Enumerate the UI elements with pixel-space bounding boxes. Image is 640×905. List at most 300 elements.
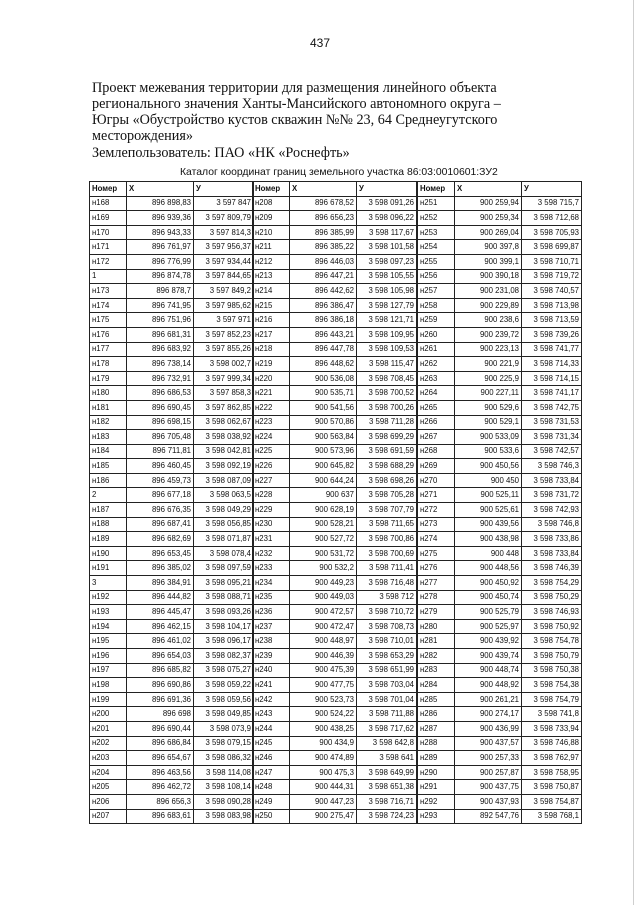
coord-x: 900 474,89 bbox=[290, 751, 357, 766]
table-row bbox=[90, 794, 254, 809]
coord-x: 900 450,74 bbox=[455, 590, 522, 605]
coord-x: 896 682,69 bbox=[127, 532, 194, 547]
point-number: н172 bbox=[90, 254, 127, 269]
table-row bbox=[253, 532, 417, 547]
point-number: н248 bbox=[253, 780, 290, 795]
coord-x: 896 741,95 bbox=[127, 298, 194, 313]
point-number: н201 bbox=[90, 721, 127, 736]
point-number: 3 bbox=[90, 576, 127, 591]
table-row bbox=[90, 254, 254, 269]
table-row bbox=[253, 225, 417, 240]
point-number: н257 bbox=[418, 284, 455, 299]
point-number: н278 bbox=[418, 590, 455, 605]
coord-x: 900 239,72 bbox=[455, 327, 522, 342]
point-number: н170 bbox=[90, 225, 127, 240]
point-number: н245 bbox=[253, 736, 290, 751]
table-row bbox=[90, 269, 254, 284]
point-number: н182 bbox=[90, 415, 127, 430]
coord-x: 896 690,45 bbox=[127, 400, 194, 415]
point-number: н232 bbox=[253, 546, 290, 561]
coord-x: 900 628,19 bbox=[290, 503, 357, 518]
coord-y: 3 598 095,21 bbox=[194, 576, 254, 591]
table-row bbox=[418, 663, 582, 678]
coord-x: 900 448,97 bbox=[290, 634, 357, 649]
table-row bbox=[418, 400, 582, 415]
table-row bbox=[253, 619, 417, 634]
point-number: н235 bbox=[253, 590, 290, 605]
table-row bbox=[90, 692, 254, 707]
coord-y: 3 598 038,92 bbox=[194, 430, 254, 445]
coord-y: 3 598 758,95 bbox=[522, 765, 582, 780]
coord-y: 3 598 705,28 bbox=[357, 488, 417, 503]
coord-x: 896 448,62 bbox=[290, 357, 357, 372]
table-row bbox=[253, 298, 417, 313]
table-row bbox=[418, 357, 582, 372]
coord-y: 3 597 999,34 bbox=[194, 371, 254, 386]
coord-y: 3 598 742,93 bbox=[522, 503, 582, 518]
point-number: н254 bbox=[418, 240, 455, 255]
coord-x: 900 238,6 bbox=[455, 313, 522, 328]
coord-y: 3 598 079,15 bbox=[194, 736, 254, 751]
table-row bbox=[418, 196, 582, 211]
point-number: н244 bbox=[253, 721, 290, 736]
coord-y: 3 598 092,19 bbox=[194, 459, 254, 474]
point-number: н216 bbox=[253, 313, 290, 328]
coord-y: 3 598 114,08 bbox=[194, 765, 254, 780]
coord-y: 3 598 651,99 bbox=[357, 663, 417, 678]
table-row bbox=[418, 503, 582, 518]
coord-x: 900 525,79 bbox=[455, 605, 522, 620]
table-row bbox=[418, 634, 582, 649]
point-number: н227 bbox=[253, 473, 290, 488]
coord-y: 3 598 088,71 bbox=[194, 590, 254, 605]
title-line: Проект межевания территории для размещения линейного объекта bbox=[92, 80, 497, 96]
coord-y: 3 598 127,79 bbox=[357, 298, 417, 313]
point-number: н203 bbox=[90, 751, 127, 766]
table-row bbox=[90, 649, 254, 664]
catalog-title: Каталог координат границ земельного участка 86:03:0010601:ЗУ2 bbox=[180, 167, 498, 178]
point-number: н271 bbox=[418, 488, 455, 503]
point-number: н198 bbox=[90, 678, 127, 693]
coord-x: 900 269,04 bbox=[455, 225, 522, 240]
table-row bbox=[90, 386, 254, 401]
point-number: н256 bbox=[418, 269, 455, 284]
coord-x: 900 472,57 bbox=[290, 605, 357, 620]
coord-y: 3 598 097,59 bbox=[194, 561, 254, 576]
title-line: месторождения» bbox=[92, 128, 193, 144]
coord-y: 3 598 733,84 bbox=[522, 546, 582, 561]
table-row bbox=[90, 532, 254, 547]
coord-y: 3 598 754,38 bbox=[522, 678, 582, 693]
point-number: н286 bbox=[418, 707, 455, 722]
table-header-row bbox=[253, 182, 417, 197]
coord-y: 3 598 746,3 bbox=[522, 459, 582, 474]
point-number: н215 bbox=[253, 298, 290, 313]
coord-y: 3 597 956,37 bbox=[194, 240, 254, 255]
coord-x: 896 691,36 bbox=[127, 692, 194, 707]
table-row bbox=[418, 780, 582, 795]
coord-y: 3 598 750,87 bbox=[522, 780, 582, 795]
point-number: н187 bbox=[90, 503, 127, 518]
coord-y: 3 598 711,88 bbox=[357, 707, 417, 722]
coord-y: 3 598 691,59 bbox=[357, 444, 417, 459]
table-row bbox=[418, 430, 582, 445]
coord-x: 896 874,78 bbox=[127, 269, 194, 284]
table-row bbox=[253, 721, 417, 736]
coord-x: 896 447,21 bbox=[290, 269, 357, 284]
table-row bbox=[418, 692, 582, 707]
coord-y: 3 598 716,48 bbox=[357, 576, 417, 591]
coord-y: 3 598 698,26 bbox=[357, 473, 417, 488]
coord-x: 900 528,21 bbox=[290, 517, 357, 532]
table-header-row bbox=[90, 182, 254, 197]
point-number: н212 bbox=[253, 254, 290, 269]
coord-y: 3 598 750,29 bbox=[522, 590, 582, 605]
table-row bbox=[418, 225, 582, 240]
table-row bbox=[90, 780, 254, 795]
table-row bbox=[253, 284, 417, 299]
header-x: X bbox=[290, 182, 357, 197]
coord-y: 3 598 710,72 bbox=[357, 605, 417, 620]
coord-x: 900 439,92 bbox=[455, 634, 522, 649]
coord-y: 3 598 716,71 bbox=[357, 794, 417, 809]
table-row bbox=[90, 546, 254, 561]
coord-x: 896 698 bbox=[127, 707, 194, 722]
table-row bbox=[418, 342, 582, 357]
coord-x: 896 654,03 bbox=[127, 649, 194, 664]
table-row bbox=[90, 809, 254, 824]
point-number: н251 bbox=[418, 196, 455, 211]
coord-y: 3 598 078,4 bbox=[194, 546, 254, 561]
table-row bbox=[418, 678, 582, 693]
coord-y: 3 598 768,1 bbox=[522, 809, 582, 824]
table-row bbox=[418, 254, 582, 269]
coord-x: 896 698,15 bbox=[127, 415, 194, 430]
point-number: н192 bbox=[90, 590, 127, 605]
point-number: н169 bbox=[90, 211, 127, 226]
coord-y: 3 598 750,79 bbox=[522, 649, 582, 664]
coord-x: 896 384,91 bbox=[127, 576, 194, 591]
coord-y: 3 598 739,26 bbox=[522, 327, 582, 342]
coord-x: 900 563,84 bbox=[290, 430, 357, 445]
table-row bbox=[418, 444, 582, 459]
coord-y: 3 598 082,37 bbox=[194, 649, 254, 664]
coord-y: 3 598 733,84 bbox=[522, 473, 582, 488]
point-number: н190 bbox=[90, 546, 127, 561]
point-number: н291 bbox=[418, 780, 455, 795]
coord-x: 900 527,72 bbox=[290, 532, 357, 547]
coord-x: 896 444,82 bbox=[127, 590, 194, 605]
point-number: н177 bbox=[90, 342, 127, 357]
coord-x: 900 523,73 bbox=[290, 692, 357, 707]
point-number: н200 bbox=[90, 707, 127, 722]
coord-x: 900 390,18 bbox=[455, 269, 522, 284]
coord-y: 3 598 700,52 bbox=[357, 386, 417, 401]
coord-y: 3 598 109,95 bbox=[357, 327, 417, 342]
coord-x: 896 460,45 bbox=[127, 459, 194, 474]
table-row bbox=[253, 342, 417, 357]
title-line: Югры «Обустройство кустов скважин №№ 23, 64 Среднеугутского bbox=[92, 112, 498, 128]
table-row bbox=[90, 678, 254, 693]
table-row bbox=[90, 313, 254, 328]
table-row bbox=[418, 649, 582, 664]
table-row bbox=[90, 298, 254, 313]
coord-y: 3 598 731,72 bbox=[522, 488, 582, 503]
table-row bbox=[253, 488, 417, 503]
coord-y: 3 598 104,17 bbox=[194, 619, 254, 634]
point-number: н184 bbox=[90, 444, 127, 459]
point-number: н261 bbox=[418, 342, 455, 357]
coord-x: 900 257,87 bbox=[455, 765, 522, 780]
coord-x: 900 399,1 bbox=[455, 254, 522, 269]
coord-x: 900 437,75 bbox=[455, 780, 522, 795]
point-number: н221 bbox=[253, 386, 290, 401]
coord-y: 3 598 075,27 bbox=[194, 663, 254, 678]
coord-y: 3 598 115,47 bbox=[357, 357, 417, 372]
point-number: н179 bbox=[90, 371, 127, 386]
coord-x: 900 532,2 bbox=[290, 561, 357, 576]
coord-x: 900 531,72 bbox=[290, 546, 357, 561]
coord-y: 3 598 733,94 bbox=[522, 721, 582, 736]
coord-x: 896 386,18 bbox=[290, 313, 357, 328]
coord-x: 900 437,57 bbox=[455, 736, 522, 751]
point-number: н183 bbox=[90, 430, 127, 445]
point-number: н211 bbox=[253, 240, 290, 255]
coord-x: 896 939,36 bbox=[127, 211, 194, 226]
coord-y: 3 598 653,29 bbox=[357, 649, 417, 664]
coord-y: 3 598 742,57 bbox=[522, 444, 582, 459]
coord-y: 3 598 063,5 bbox=[194, 488, 254, 503]
coord-x: 900 275,47 bbox=[290, 809, 357, 824]
coord-x: 900 525,97 bbox=[455, 619, 522, 634]
coord-y: 3 598 754,29 bbox=[522, 576, 582, 591]
table-row bbox=[90, 400, 254, 415]
point-number: н259 bbox=[418, 313, 455, 328]
table-row bbox=[418, 488, 582, 503]
coord-y: 3 597 985,62 bbox=[194, 298, 254, 313]
point-number: н202 bbox=[90, 736, 127, 751]
coord-y: 3 598 742,75 bbox=[522, 400, 582, 415]
coord-x: 900 449,23 bbox=[290, 576, 357, 591]
table-row bbox=[418, 313, 582, 328]
point-number: н255 bbox=[418, 254, 455, 269]
coord-y: 3 598 712,68 bbox=[522, 211, 582, 226]
coord-x: 896 445,47 bbox=[127, 605, 194, 620]
coord-y: 3 598 746,88 bbox=[522, 736, 582, 751]
header-y: У bbox=[194, 182, 254, 197]
coord-y: 3 598 651,38 bbox=[357, 780, 417, 795]
coord-x: 900 257,33 bbox=[455, 751, 522, 766]
coord-y: 3 598 109,53 bbox=[357, 342, 417, 357]
coord-x: 900 437,93 bbox=[455, 794, 522, 809]
point-number: н197 bbox=[90, 663, 127, 678]
header-y: У bbox=[357, 182, 417, 197]
coord-y: 3 598 746,8 bbox=[522, 517, 582, 532]
coord-x: 900 438,25 bbox=[290, 721, 357, 736]
title-line: регионального значения Ханты-Мансийского автономного округа – bbox=[92, 96, 501, 112]
coord-y: 3 598 754,79 bbox=[522, 692, 582, 707]
point-number: н185 bbox=[90, 459, 127, 474]
coord-x: 900 525,61 bbox=[455, 503, 522, 518]
point-number: н236 bbox=[253, 605, 290, 620]
table-row bbox=[90, 196, 254, 211]
coord-x: 900 573,96 bbox=[290, 444, 357, 459]
coord-x: 900 448 bbox=[455, 546, 522, 561]
header-number: Номер bbox=[253, 182, 290, 197]
point-number: н208 bbox=[253, 196, 290, 211]
table-row bbox=[90, 459, 254, 474]
point-number: н231 bbox=[253, 532, 290, 547]
coord-y: 3 598 713,59 bbox=[522, 313, 582, 328]
table-row bbox=[418, 576, 582, 591]
table-row bbox=[90, 503, 254, 518]
table-row bbox=[90, 619, 254, 634]
coord-x: 896 690,86 bbox=[127, 678, 194, 693]
point-number: н168 bbox=[90, 196, 127, 211]
point-number: н262 bbox=[418, 357, 455, 372]
header-x: X bbox=[127, 182, 194, 197]
point-number: н217 bbox=[253, 327, 290, 342]
point-number: н206 bbox=[90, 794, 127, 809]
point-number: н195 bbox=[90, 634, 127, 649]
coord-y: 3 598 093,26 bbox=[194, 605, 254, 620]
point-number: н277 bbox=[418, 576, 455, 591]
table-row bbox=[253, 561, 417, 576]
coord-y: 3 597 858,3 bbox=[194, 386, 254, 401]
point-number: н269 bbox=[418, 459, 455, 474]
coord-y: 3 598 700,26 bbox=[357, 400, 417, 415]
point-number: н288 bbox=[418, 736, 455, 751]
table-row bbox=[418, 517, 582, 532]
point-number: н229 bbox=[253, 503, 290, 518]
coord-x: 896 463,56 bbox=[127, 765, 194, 780]
coord-x: 900 446,39 bbox=[290, 649, 357, 664]
point-number: н213 bbox=[253, 269, 290, 284]
table-row bbox=[418, 751, 582, 766]
table-row bbox=[418, 619, 582, 634]
point-number: н240 bbox=[253, 663, 290, 678]
point-number: н241 bbox=[253, 678, 290, 693]
coord-y: 3 598 710,71 bbox=[522, 254, 582, 269]
coord-y: 3 598 059,56 bbox=[194, 692, 254, 707]
point-number: н193 bbox=[90, 605, 127, 620]
point-number: н176 bbox=[90, 327, 127, 342]
header-x: X bbox=[455, 182, 522, 197]
coord-y: 3 598 105,55 bbox=[357, 269, 417, 284]
table-row bbox=[418, 605, 582, 620]
coord-x: 896 656,23 bbox=[290, 211, 357, 226]
point-number: н279 bbox=[418, 605, 455, 620]
coord-y: 3 598 708,73 bbox=[357, 619, 417, 634]
table-row bbox=[253, 751, 417, 766]
coord-x: 896 738,14 bbox=[127, 357, 194, 372]
coord-y: 3 598 042,81 bbox=[194, 444, 254, 459]
coord-y: 3 598 741,77 bbox=[522, 342, 582, 357]
point-number: н207 bbox=[90, 809, 127, 824]
coord-y: 3 598 699,29 bbox=[357, 430, 417, 445]
coord-y: 3 598 731,53 bbox=[522, 415, 582, 430]
point-number: н264 bbox=[418, 386, 455, 401]
table-row bbox=[90, 327, 254, 342]
coord-y: 3 598 699,87 bbox=[522, 240, 582, 255]
table-row bbox=[90, 488, 254, 503]
table-row bbox=[418, 473, 582, 488]
point-number: н289 bbox=[418, 751, 455, 766]
table-row bbox=[253, 634, 417, 649]
point-number: н186 bbox=[90, 473, 127, 488]
coord-y: 3 598 083,98 bbox=[194, 809, 254, 824]
coord-x: 900 529,6 bbox=[455, 400, 522, 415]
point-number: н284 bbox=[418, 678, 455, 693]
table-row bbox=[418, 459, 582, 474]
point-number: н263 bbox=[418, 371, 455, 386]
table-row bbox=[90, 284, 254, 299]
point-number: н275 bbox=[418, 546, 455, 561]
table-row bbox=[418, 284, 582, 299]
table-row bbox=[253, 459, 417, 474]
point-number: н283 bbox=[418, 663, 455, 678]
coord-x: 896 686,84 bbox=[127, 736, 194, 751]
coord-x: 900 536,08 bbox=[290, 371, 357, 386]
point-number: 1 bbox=[90, 269, 127, 284]
coord-y: 3 598 108,14 bbox=[194, 780, 254, 795]
table-row bbox=[90, 561, 254, 576]
table-row bbox=[253, 357, 417, 372]
coord-x: 900 645,82 bbox=[290, 459, 357, 474]
coord-x: 900 447,23 bbox=[290, 794, 357, 809]
table-row bbox=[253, 517, 417, 532]
coord-x: 896 386,47 bbox=[290, 298, 357, 313]
table-row bbox=[253, 736, 417, 751]
coord-x: 896 678,52 bbox=[290, 196, 357, 211]
point-number: н188 bbox=[90, 517, 127, 532]
point-number: н209 bbox=[253, 211, 290, 226]
coord-y: 3 598 097,23 bbox=[357, 254, 417, 269]
point-number: н253 bbox=[418, 225, 455, 240]
coord-y: 3 598 641 bbox=[357, 751, 417, 766]
coord-x: 896 776,99 bbox=[127, 254, 194, 269]
coord-y: 3 598 711,41 bbox=[357, 561, 417, 576]
header-y: У bbox=[522, 182, 582, 197]
point-number: н285 bbox=[418, 692, 455, 707]
coord-x: 896 681,31 bbox=[127, 327, 194, 342]
point-number: н196 bbox=[90, 649, 127, 664]
table-row bbox=[253, 605, 417, 620]
coord-x: 896 446,03 bbox=[290, 254, 357, 269]
coord-x: 900 229,89 bbox=[455, 298, 522, 313]
coord-y: 3 598 710,01 bbox=[357, 634, 417, 649]
coord-y: 3 598 049,85 bbox=[194, 707, 254, 722]
coord-y: 3 598 703,04 bbox=[357, 678, 417, 693]
coord-x: 896 443,21 bbox=[290, 327, 357, 342]
coord-y: 3 598 714,33 bbox=[522, 357, 582, 372]
table-row bbox=[418, 561, 582, 576]
point-number: н267 bbox=[418, 430, 455, 445]
table-row bbox=[90, 517, 254, 532]
coord-y: 3 598 049,29 bbox=[194, 503, 254, 518]
coord-y: 3 598 056,85 bbox=[194, 517, 254, 532]
coord-x: 896 898,83 bbox=[127, 196, 194, 211]
table-row bbox=[90, 663, 254, 678]
coord-x: 900 525,11 bbox=[455, 488, 522, 503]
point-number: н214 bbox=[253, 284, 290, 299]
table-row bbox=[253, 809, 417, 824]
point-number: н181 bbox=[90, 400, 127, 415]
coordinates-table-2 bbox=[252, 181, 417, 824]
point-number: н250 bbox=[253, 809, 290, 824]
table-row bbox=[90, 765, 254, 780]
point-number: н260 bbox=[418, 327, 455, 342]
